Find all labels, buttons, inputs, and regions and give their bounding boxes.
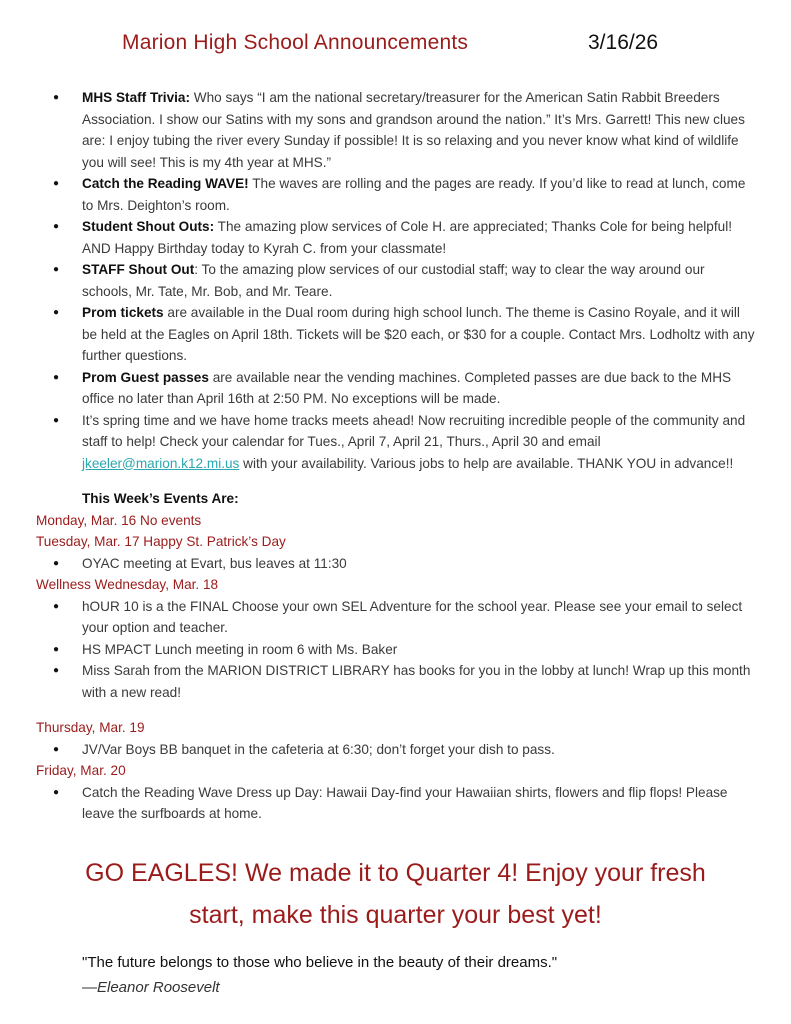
announcement-item (36, 173, 756, 216)
day-tuesday: Tuesday, Mar. 17 Happy St. Patrick’s Day (36, 534, 286, 549)
announcement-item (36, 87, 756, 173)
date: 3/16/26 (588, 31, 659, 54)
item-lead: STAFF Shout Out (82, 262, 195, 277)
event-item: ● HS MPACT Lunch meeting in room 6 with Ms. Baker (36, 639, 756, 661)
item-text: Who says “I am the national secretary/treasurer for the American Satin Rabbit Breeders Association. I show our Satins with my sons and grandson around the nation.” It’s Mrs. Garrett! This new clues are: I enjoy tubing the river every Sunday if possible! It is so relaxing and you never know what kind of wildlife you will see! This is my 4th year at MHS.” (82, 90, 745, 170)
closing-message (0, 852, 791, 936)
item-lead: MHS Staff Trivia: (82, 90, 191, 105)
item-lead: Prom tickets (82, 305, 164, 320)
item-lead: Student Shout Outs: (82, 219, 215, 234)
item-text: with your availability. Various jobs to help are available. THANK YOU in advance!! (239, 455, 734, 471)
announcement-item (36, 302, 756, 367)
event-item: ● hOUR 10 is a the FINAL Choose your own SEL Adventure for the school year. Please see your email to select your option and teacher. (36, 596, 756, 639)
day-wednesday: Wellness Wednesday, Mar. 18 (36, 577, 219, 592)
announcement-list (36, 87, 756, 474)
item-text: are available in the Dual room during high school lunch. The theme is Casino Royale, and it will be held at the Eagles on April 18th. Tickets will be $20 each, or $30 for a couple. Contact Mrs. Lodholtz with any further questions. (82, 305, 755, 363)
event-item: ● Catch the Reading Wave Dress up Day: Hawaii Day-find your Hawaiian shirts, flowers and flip flops! Please leave the surfboards at home. (36, 782, 756, 825)
email-link[interactable]: jkeeler@marion.k12.mi.us (82, 455, 240, 471)
item-text: are available near the vending machines. Completed passes are due back to the MHS office no later than April 16th at 2:50 PM. No exceptions will be made. (82, 369, 732, 406)
day-monday: Monday, Mar. 16 No events (36, 512, 202, 528)
quote-author: —Eleanor Roosevelt (82, 979, 220, 996)
announcement-item (36, 259, 756, 302)
announcement-item (36, 410, 756, 475)
event-item: ● OYAC meeting at Evart, bus leaves at 11:30 (36, 553, 756, 575)
item-lead: Prom Guest passes (82, 369, 209, 385)
day-friday: Friday, Mar. 20 (36, 763, 126, 778)
item-text: The amazing plow services of Cole H. are appreciated; Thanks Cole for being helpful! AND Happy Birthday today to Kyrah C. from your classmate! (82, 219, 733, 256)
event-item: ● JV/Var Boys BB banquet in the cafeteria at 6:30; don’t forget your dish to pass. (36, 739, 756, 761)
item-text: : To the amazing plow services of our custodial staff; way to clear the way around our schools, Mr. Tate, Mr. Bob, and Mr. Teare. (82, 262, 705, 299)
quote (82, 950, 557, 1000)
page-title: Marion High School Announcements (122, 31, 469, 54)
announcements-body (36, 87, 756, 825)
quote-text: "The future belongs to those who believe in the beauty of their dreams." (82, 954, 558, 971)
day-thursday: Thursday, Mar. 19 (36, 720, 145, 735)
announcement-item (36, 367, 756, 410)
events-heading: This Week’s Events Are: (82, 491, 239, 506)
closing-line-1: GO EAGLES! We made it to Quarter 4! Enjoy your fresh (85, 859, 706, 887)
announcement-item (36, 216, 756, 259)
item-lead: Catch the Reading WAVE! (82, 176, 249, 191)
closing-line-2: start, make this quarter your best yet! (189, 901, 602, 929)
event-item: ● Miss Sarah from the MARION DISTRICT LIBRARY has books for you in the lobby at lunch! Wrap up this month with a new read! (36, 660, 756, 703)
item-text: It’s spring time and we have home tracks meets ahead! Now recruiting incredible people of the community and staff to help! Check your calendar for Tues., April 7, April 21, Thurs., April 30 and email (82, 412, 746, 449)
item-text: The waves are rolling and the pages are ready. If you’d like to read at lunch, come to Mrs. Deighton’s room. (82, 176, 746, 213)
